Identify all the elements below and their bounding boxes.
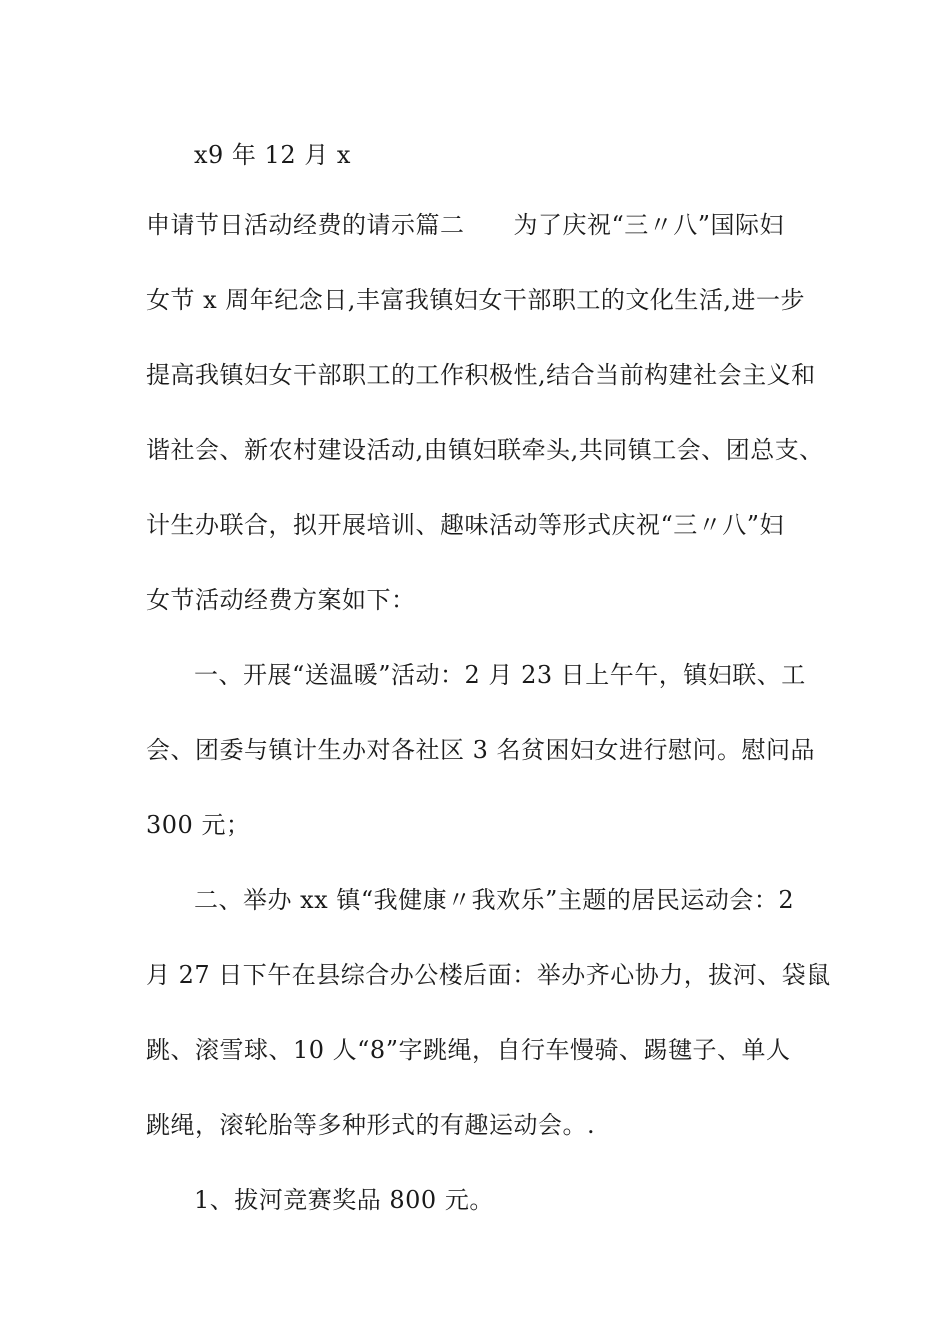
paragraph-line: 跳绳，滚轮胎等多种形式的有趣运动会。. [146, 1111, 596, 1139]
paragraph-line: 女节 x 周年纪念日,丰富我镇妇女干部职工的文化生活,进一步 [146, 286, 806, 314]
paragraph-line: 一、开展“送温暖”活动：2 月 23 日上午午，镇妇联、工 [194, 661, 806, 689]
paragraph-line: 会、团委与镇计生办对各社区 3 名贫困妇女进行慰问。慰问品 [146, 736, 816, 764]
paragraph-line: 女节活动经费方案如下： [146, 586, 416, 614]
paragraph-line: 跳、滚雪球、10 人“8”字跳绳，自行车慢骑、踢毽子、单人 [146, 1036, 791, 1064]
paragraph-line: 二、举办 xx 镇“我健康〃我欢乐”主题的居民运动会：2 [194, 886, 795, 914]
paragraph-line: 谐社会、新农村建设活动,由镇妇联牵头,共同镇工会、团总支、 [146, 436, 824, 464]
date-line: x9 年 12 月 x [194, 141, 351, 169]
list-item: 1、拔河竞赛奖品 800 元。 [194, 1186, 494, 1214]
paragraph-line: 300 元； [146, 811, 251, 839]
paragraph-line: 月 27 日下午在县综合办公楼后面：举办齐心协力，拔河、袋鼠 [146, 961, 831, 989]
paragraph-line: 计生办联合，拟开展培训、趣味活动等形式庆祝“三〃八”妇 [146, 511, 785, 539]
paragraph-line: 提高我镇妇女干部职工的工作积极性,结合当前构建社会主义和 [146, 361, 816, 389]
paragraph-line: 申请节日活动经费的请示篇二 为了庆祝“三〃八”国际妇 [146, 211, 785, 239]
